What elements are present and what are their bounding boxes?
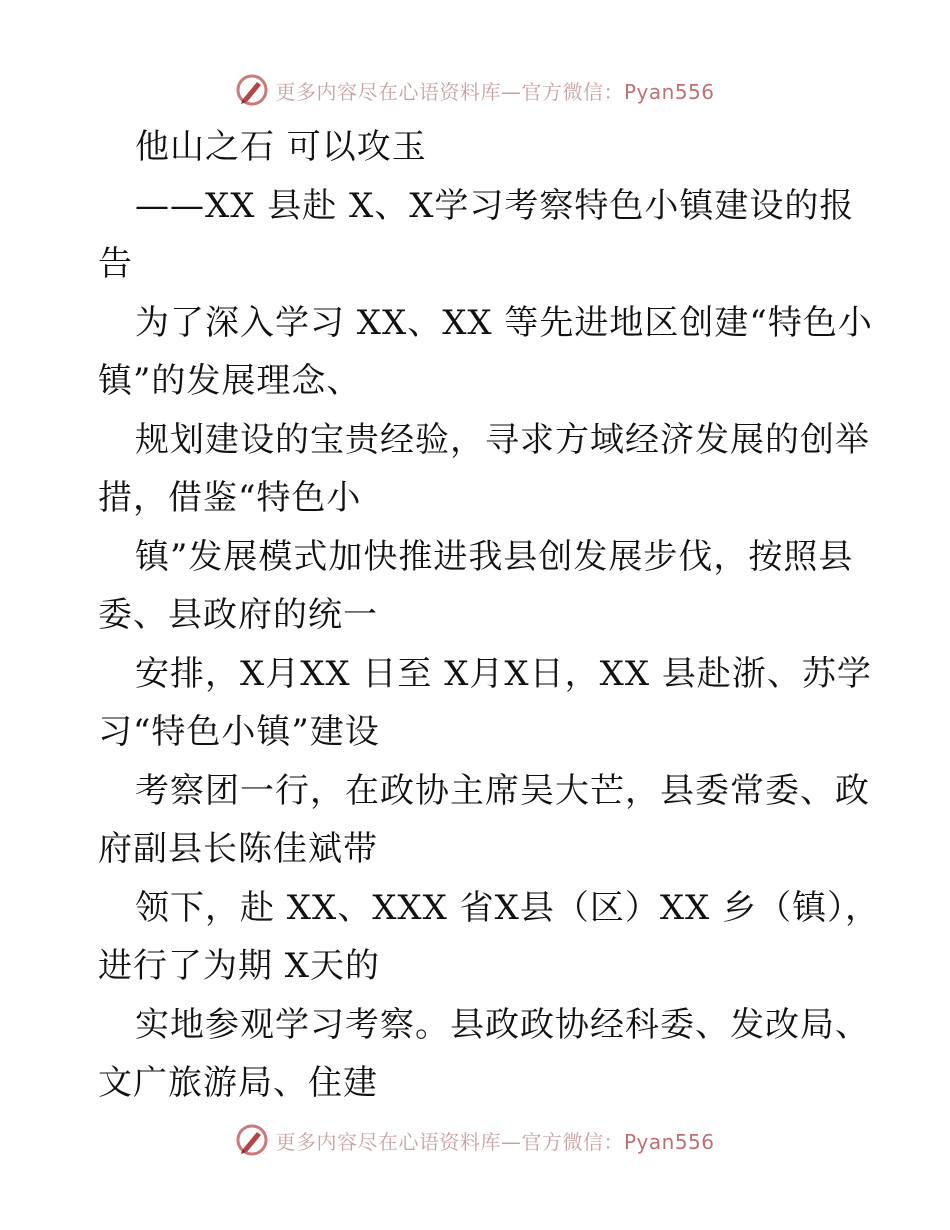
- document-line: 习“特色小镇”建设: [98, 712, 380, 752]
- document-line: 镇”发展模式加快推进我县创发展步伐，按照县: [135, 536, 854, 577]
- document-line: 领下，赴 XX、XXX 省X县（区）XX 乡（镇），: [135, 887, 881, 928]
- document-line: 安排，X月XX 日至 X月X日，XX 县赴浙、苏学: [135, 653, 872, 694]
- footer-watermark-banner: [0, 1120, 950, 1160]
- pen-logo-icon: [235, 73, 269, 107]
- pen-logo-icon: [235, 1123, 269, 1157]
- footer-watermark-text: 更多内容尽在心语资料库—官方微信：Pyan556: [275, 1129, 715, 1154]
- document-line: 进行了为期 X天的: [98, 946, 381, 986]
- document-line: 规划建设的宝贵经验，寻求方域经济发展的创举: [135, 419, 870, 460]
- document-line: 他山之石 可以攻玉: [135, 127, 427, 167]
- document-line: 告: [98, 244, 133, 284]
- document-line: 委、县政府的统一: [98, 595, 378, 635]
- document-line: 府副县长陈佳斌带: [98, 829, 378, 869]
- header-watermark-banner: [0, 70, 950, 110]
- document-line: 镇”的发展理念、: [98, 361, 362, 401]
- document-line: 文广旅游局、住建: [98, 1063, 378, 1103]
- document-line: 措，借鉴“特色小: [98, 478, 362, 518]
- header-watermark-text: 更多内容尽在心语资料库—官方微信：Pyan556: [275, 79, 715, 104]
- document-line: 为了深入学习 XX、XX 等先进地区创建“特色小: [135, 302, 873, 343]
- document-line: 实地参观学习考察。县政政协经科委、发改局、: [135, 1004, 870, 1045]
- document-line: 考察团一行，在政协主席吴大芒，县委常委、政: [135, 770, 870, 811]
- document-body: [98, 118, 881, 1113]
- document-line: ——XX 县赴 X、X学习考察特色小镇建设的报: [135, 185, 855, 226]
